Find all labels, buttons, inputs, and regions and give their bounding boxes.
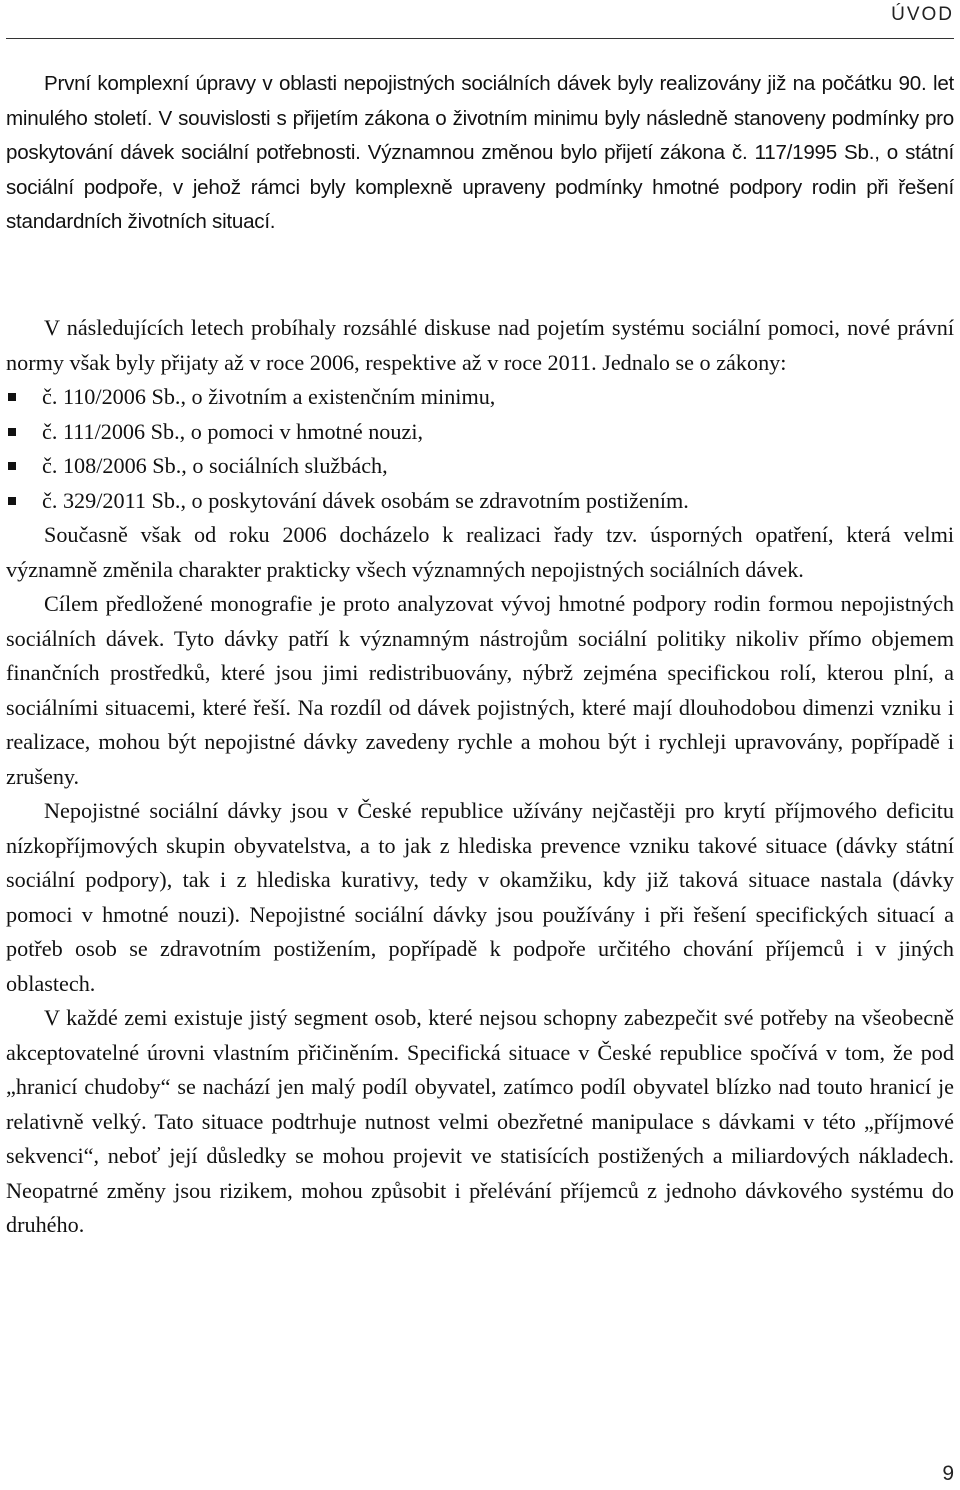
laws-list xyxy=(6,380,954,518)
list-item xyxy=(6,380,954,415)
header-rule xyxy=(6,38,954,39)
list-item xyxy=(6,415,954,450)
list-item xyxy=(6,484,954,519)
intro-section xyxy=(6,67,954,240)
square-bullet-icon xyxy=(8,393,16,401)
page-number: 9 xyxy=(942,1462,954,1485)
law-text: č. 111/2006 Sb., o pomoci v hmotné nouzi, xyxy=(42,418,424,444)
intro-paragraph: První komplexní úpravy v oblasti nepojistných sociálních dávek byly realizovány již na počátku 90. let minulého století. V souvislosti s přijetím zákona o životním minimu byly následně stanoveny podmínky pro poskytování dávek sociální potřebnosti. Významnou změnou bylo přijetí zákona č. 117/1995 Sb., o státní sociální podpoře, v jehož rámci byly komplexně upraveny podmínky hmotné podpory rodin při řešení standardních životních situací. xyxy=(6,72,954,233)
body-paragraph: Cílem předložené monografie je proto analyzovat vývoj hmotné podpory rodin formou nepojistných sociálních dávek. Tyto dávky patří k významným nástrojům sociální politiky nikoliv přímo objemem finančních prostředků, které jsou jimi redistribuovány, nýbrž zejména specifickou rolí, kterou plní, a sociálními situacemi, které řeší. Na rozdíl od dávek pojistných, které mají dlouhodobou dimenzi vzniku i realizace, mohou být nepojistné dávky zavedeny rychle a mohou být i rychleji upravovány, popřípadě i zrušeny. xyxy=(6,591,954,789)
body-paragraph: Současně však od roku 2006 docházelo k realizaci řady tzv. úsporných opatření, která velmi významně změnila charakter prakticky všech významných nepojistných sociálních dávek. xyxy=(6,522,954,582)
law-text: č. 329/2011 Sb., o poskytování dávek osobám se zdravotním postižením. xyxy=(42,487,689,513)
square-bullet-icon xyxy=(8,462,16,470)
body-paragraph: V každé zemi existuje jistý segment osob, které nejsou schopny zabezpečit své potřeby na všeobecně akceptovatelné úrovni vlastním přičiněním. Specifická situace v České republice spočívá v tom, že pod „hranicí chudoby“ se nachází jen malý podíl obyvatel, zatímco podíl obyvatel blízko nad touto hranicí je relativně velký. Tato situace podtrhuje nutnost velmi obezřetné manipulace s dávkami v této „příjmové sekvenci“, neboť její důsledky se mohou projevit ve statisících postižených a miliardových nákladech. Neopatrné změny jsou rizikem, mohou způsobit i přelévání příjemců z jednoho dávkového systému do druhého. xyxy=(6,1005,954,1237)
square-bullet-icon xyxy=(8,497,16,505)
square-bullet-icon xyxy=(8,428,16,436)
main-section xyxy=(6,311,954,1243)
law-text: č. 108/2006 Sb., o sociálních službách, xyxy=(42,453,388,478)
running-head: ÚVOD xyxy=(891,4,954,25)
list-item xyxy=(6,449,954,484)
laws-lead-paragraph: V následujících letech probíhaly rozsáhlé diskuse nad pojetím systému sociální pomoci, nové právní normy však byly přijaty až v roce 2006, respektive až v roce 2011. Jednalo se o zákony: xyxy=(6,315,954,375)
law-text: č. 110/2006 Sb., o životním a existenčním minimu, xyxy=(42,384,496,409)
body-paragraph: Nepojistné sociální dávky jsou v České republice užívány nejčastěji pro krytí příjmového deficitu nízkopříjmových skupin obyvatelstva, a to jak z hlediska prevence vzniku takové situace (dávky státní sociální podpory), tak i z hlediska kurativy, tedy v okamžiku, kdy již taková situace nastala (dávky pomoci v hmotné nouzi). Nepojistné sociální dávky jsou používány i při řešení specifických situací a potřeb osob se zdravotním postižením, popřípadě k podpoře určitého chování příjemců i v jiných oblastech. xyxy=(6,798,954,996)
